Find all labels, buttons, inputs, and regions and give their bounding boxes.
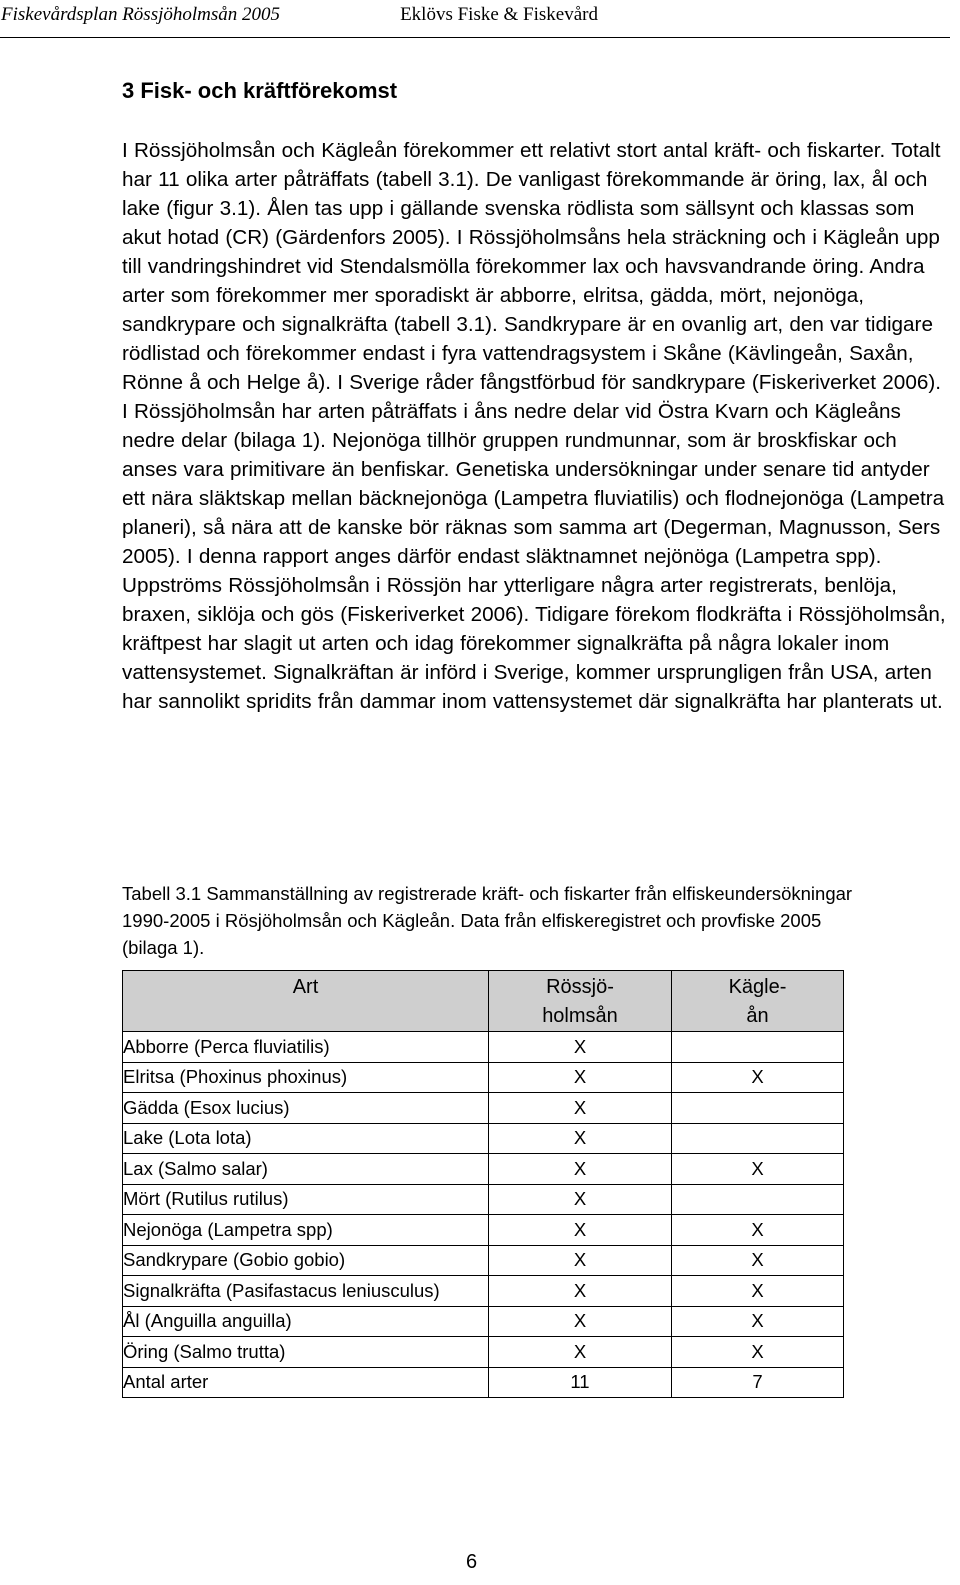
table-row xyxy=(123,1215,844,1246)
table-body xyxy=(123,1032,844,1398)
header-kagle-line2: ån xyxy=(746,1005,769,1027)
kaglean-cell xyxy=(672,1093,844,1124)
species-table xyxy=(122,970,844,1398)
rossjoholmsan-cell: X xyxy=(489,1154,672,1185)
species-name-cell: Lax (Salmo salar) xyxy=(123,1154,489,1185)
species-name-cell: Sandkrypare (Gobio gobio) xyxy=(123,1245,489,1276)
section-paragraph: I Rössjöholmsån och Kägleån förekommer ett relativt stort antal kräft- och fiskarter. Totalt har 11 olika arter påträffats (tabell 3.1). De vanligast förekommande är öring, lax, ål och lake (figur 3.1). Ålen tas upp i gällande svenska rödlista som sällsynt och klassas som akut hotad (CR) (Gärdenfors 2005). I Rössjöholmsåns hela sträckning och i Kägleån upp till vandringshindret vid Stendalsmölla förekommer lax och havsvandrande öring. Andra arter som förekommer mer sporadiskt är abborre, elritsa, gädda, mört, nejonöga, sandkrypare och signalkräfta (tabell 3.1). Sandkrypare är en ovanlig art, den var tidigare rödlistad och förekommer endast i fyra vattendragsystem i Skåne (Kävlingeån, Saxån, Rönne å och Helge å). I Sverige råder fångstförbud för sandkrypare (Fiskeriverket 2006). I Rössjöholmsån har arten påträffats i åns nedre delar vid Östra Kvarn och Kägleåns nedre delar (bilaga 1). Nejonöga tillhör gruppen rundmunnar, som är broskfiskar och anses vara primitivare än benfiskar. Genetiska undersökningar under senare tid antyder ett nära släktskap mellan bäcknejonöga (Lampetra fluviatilis) och flodnejonöga (Lampetra planeri), så nära att de kanske bör räknas som samma art (Degerman, Magnusson, Sers 2005). I denna rapport anges därför endast släktnamnet nejönöga (Lampetra spp). Uppströms Rössjöholmsån i Rössjön har ytterligare några arter registrerats, benlöja, braxen, siklöja och gös (Fiskeriverket 2006). Tidigare förekom flodkräfta i Rössjöholmsån, kräftpest har slagit ut arten och idag förekommer signalkräfta på några lokaler inom vattensystemet. Signalkräftan är införd i Sverige, kommer ursprungligen från USA, arten har sannolikt spridits från dammar inom vattensystemet där signalkräfta har planterats ut. xyxy=(122,139,946,713)
table-row xyxy=(123,1032,844,1063)
species-name-cell: Öring (Salmo trutta) xyxy=(123,1337,489,1368)
header-document-title: Fiskevårdsplan Rössjöholmsån 2005 xyxy=(1,4,281,25)
header-divider xyxy=(0,37,950,38)
kaglean-cell: 7 xyxy=(672,1367,844,1398)
kaglean-cell xyxy=(672,1123,844,1154)
table-header-row xyxy=(123,971,844,1032)
header-author: Eklövs Fiske & Fiskevård xyxy=(400,4,598,25)
species-name-cell: Elritsa (Phoxinus phoxinus) xyxy=(123,1062,489,1093)
table-row xyxy=(123,1154,844,1185)
kaglean-cell: X xyxy=(672,1306,844,1337)
rossjoholmsan-cell: X xyxy=(489,1215,672,1246)
species-name-cell: Signalkräfta (Pasifastacus leniusculus) xyxy=(123,1276,489,1307)
rossjoholmsan-cell: X xyxy=(489,1184,672,1215)
table-row xyxy=(123,1184,844,1215)
header-rossjoholmsan xyxy=(489,971,672,1032)
kaglean-cell: X xyxy=(672,1062,844,1093)
species-name-cell: Abborre (Perca fluviatilis) xyxy=(123,1032,489,1063)
header-kaglean xyxy=(672,971,844,1032)
table-row xyxy=(123,1062,844,1093)
species-name-cell: Lake (Lota lota) xyxy=(123,1123,489,1154)
species-name-cell: Nejonöga (Lampetra spp) xyxy=(123,1215,489,1246)
rossjoholmsan-cell: X xyxy=(489,1306,672,1337)
header-rossjo-line1: Rössjö- xyxy=(546,976,614,998)
rossjoholmsan-cell: X xyxy=(489,1123,672,1154)
table-row xyxy=(123,1337,844,1368)
table-row xyxy=(123,1245,844,1276)
species-name-cell: Gädda (Esox lucius) xyxy=(123,1093,489,1124)
header-rossjo-line2: holmsån xyxy=(542,1005,618,1027)
table-row xyxy=(123,1367,844,1398)
table-row xyxy=(123,1306,844,1337)
kaglean-cell xyxy=(672,1184,844,1215)
header-art xyxy=(123,971,489,1032)
kaglean-cell xyxy=(672,1032,844,1063)
section-heading: 3 Fisk- och kräftförekomst xyxy=(122,78,398,103)
species-name-cell: Antal arter xyxy=(123,1367,489,1398)
rossjoholmsan-cell: X xyxy=(489,1093,672,1124)
table-row xyxy=(123,1276,844,1307)
header-art-label: Art xyxy=(292,976,319,998)
species-name-cell: Ål (Anguilla anguilla) xyxy=(123,1306,489,1337)
species-name-cell: Mört (Rutilus rutilus) xyxy=(123,1184,489,1215)
page-header xyxy=(0,0,960,30)
kaglean-cell: X xyxy=(672,1245,844,1276)
rossjoholmsan-cell: 11 xyxy=(489,1367,672,1398)
table-row xyxy=(123,1123,844,1154)
section-content xyxy=(122,76,952,716)
rossjoholmsan-cell: X xyxy=(489,1245,672,1276)
kaglean-cell: X xyxy=(672,1276,844,1307)
rossjoholmsan-cell: X xyxy=(489,1062,672,1093)
table-caption: Tabell 3.1 Sammanställning av registrerade kräft- och fiskarter från elfiskeundersökningar 1990-2005 i Rösjöholmsån och Kägleån. Data från elfiskeregistret och provfiske 2005 (bilaga 1). xyxy=(122,883,853,958)
page-number: 6 xyxy=(466,1551,478,1573)
rossjoholmsan-cell: X xyxy=(489,1276,672,1307)
rossjoholmsan-cell: X xyxy=(489,1032,672,1063)
table-row xyxy=(123,1093,844,1124)
kaglean-cell: X xyxy=(672,1215,844,1246)
rossjoholmsan-cell: X xyxy=(489,1337,672,1368)
header-kagle-line1: Kägle- xyxy=(728,976,787,998)
kaglean-cell: X xyxy=(672,1337,844,1368)
kaglean-cell: X xyxy=(672,1154,844,1185)
